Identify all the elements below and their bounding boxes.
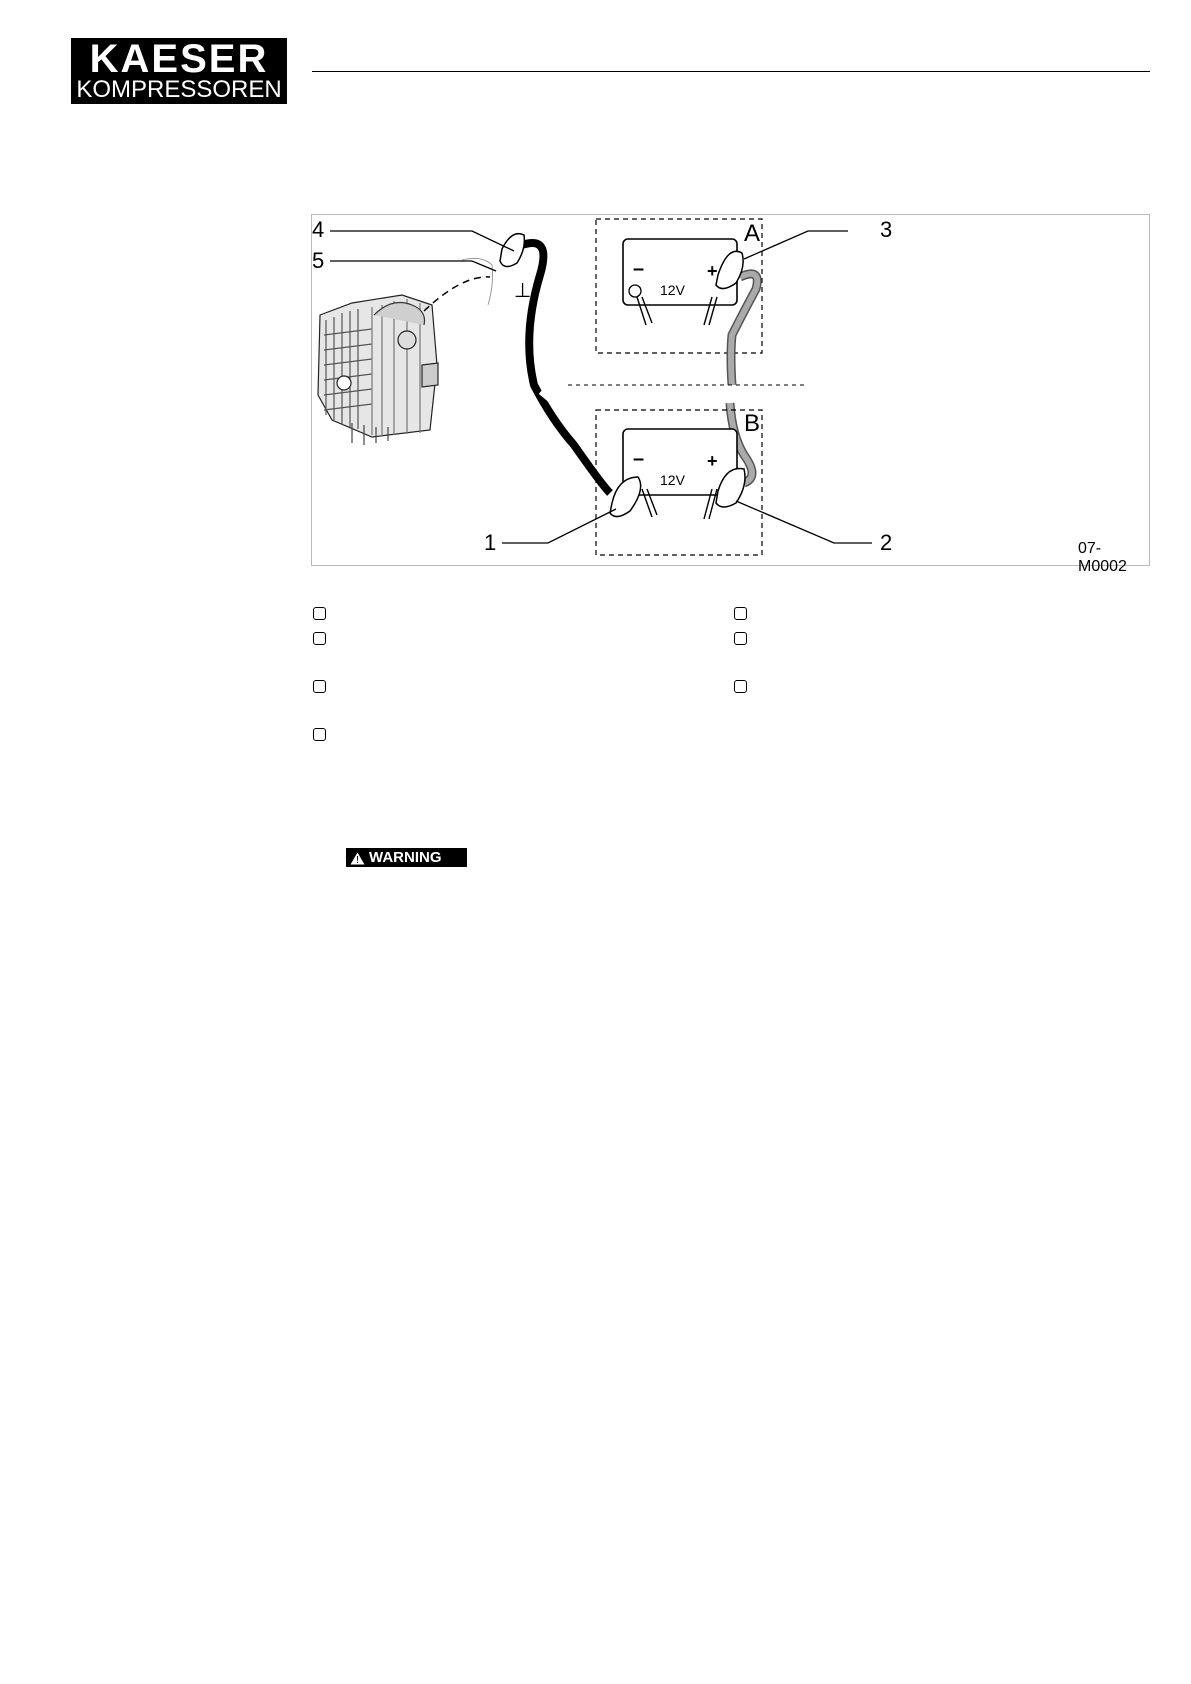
jump-start-illustration: [312, 215, 1151, 567]
callout-4: 4: [312, 217, 325, 242]
warning-label: WARNING: [369, 849, 442, 866]
clamp-1: [610, 477, 641, 517]
ground-wire: [424, 277, 490, 311]
battery-label-a: A: [744, 220, 761, 247]
battery-a-voltage: 12V: [660, 282, 685, 298]
warning-badge: [346, 848, 467, 867]
legend-checkbox-3[interactable]: [313, 680, 326, 693]
legend-checkbox-2[interactable]: [313, 632, 326, 645]
battery-a-plus: +: [707, 261, 718, 281]
legend-checkbox-1[interactable]: [313, 607, 326, 620]
callout-2: 2: [880, 530, 893, 555]
warning-triangle-icon: [350, 852, 365, 865]
legend-checkbox-4[interactable]: [313, 728, 326, 741]
figure-code: 07-M0002: [1078, 540, 1127, 575]
callout-1: 1: [484, 530, 497, 555]
legend-checkbox-6[interactable]: [734, 632, 747, 645]
engine-illustration: [318, 295, 438, 445]
leader-5: [330, 261, 496, 271]
header-rule: [312, 71, 1150, 72]
leader-2: [736, 501, 872, 543]
negative-cable: [522, 243, 610, 493]
leader-4: [330, 231, 514, 251]
leader-1: [502, 509, 616, 543]
battery-b-plus: +: [707, 451, 718, 471]
callout-5: 5: [312, 248, 325, 273]
logo-brand-line2: KOMPRESSOREN: [76, 76, 282, 103]
kaeser-logo: [71, 38, 287, 104]
jump-start-figure: [311, 214, 1150, 575]
legend-checkbox-7[interactable]: [734, 680, 747, 693]
legend-checkbox-5[interactable]: [734, 607, 747, 620]
ground-symbol: ⊥: [514, 278, 532, 302]
battery-b-minus: –: [633, 448, 645, 470]
callout-3: 3: [880, 217, 893, 242]
logo-brand-line1: KAESER: [89, 37, 269, 81]
battery-b-voltage: 12V: [660, 472, 685, 488]
battery-label-b: B: [744, 410, 761, 437]
battery-a-minus: –: [633, 258, 645, 280]
